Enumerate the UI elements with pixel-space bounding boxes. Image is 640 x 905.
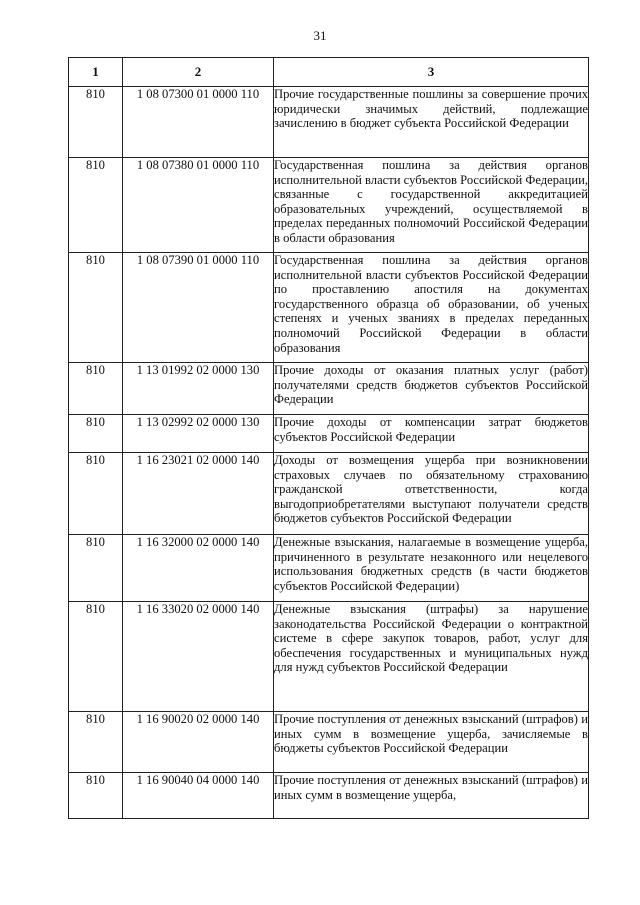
page-number: 31 (313, 28, 327, 43)
admin-code-cell: 810 (69, 363, 123, 415)
admin-code-cell: 810 (69, 602, 123, 712)
revenue-code-cell: 1 13 02992 02 0000 130 (123, 415, 274, 453)
admin-code-cell: 810 (69, 253, 123, 363)
revenue-description-cell: Доходы от возмещения ущерба при возникновении страховых случаев по обязательному страхованию гражданской ответственности, когда выгодоприобретателями выступают получатели средств бюджетов субъектов Российской Федерации (274, 453, 589, 535)
revenue-description-cell: Прочие поступления от денежных взысканий (штрафов) и иных сумм в возмещение ущерба, зачисляемые в бюджеты субъектов Российской Федерации (274, 712, 589, 773)
admin-code-cell: 810 (69, 773, 123, 819)
table-row (69, 712, 589, 773)
revenue-description-cell: Прочие государственные пошлины за совершение прочих юридически значимых действий, подлежащие зачислению в бюджет субъекта Российской Федерации (274, 87, 589, 158)
table-row (69, 158, 589, 253)
revenue-codes-table (68, 57, 589, 819)
admin-code-cell: 810 (69, 712, 123, 773)
revenue-description-cell: Государственная пошлина за действия органов исполнительной власти субъектов Российской Федерации по проставлению апостиля на документах государственного образца об образовании, об ученых степенях и ученых званиях в пределах переданных полномочий Российской Федерации в области образования (274, 253, 589, 363)
admin-code-cell: 810 (69, 87, 123, 158)
table-header-row (69, 58, 589, 87)
table-row (69, 253, 589, 363)
table-row (69, 453, 589, 535)
revenue-code-cell: 1 08 07390 01 0000 110 (123, 253, 274, 363)
revenue-code-cell: 1 16 23021 02 0000 140 (123, 453, 274, 535)
table-row (69, 773, 589, 819)
revenue-code-cell: 1 08 07380 01 0000 110 (123, 158, 274, 253)
admin-code-cell: 810 (69, 535, 123, 602)
admin-code-cell: 810 (69, 158, 123, 253)
table-row (69, 602, 589, 712)
table-row (69, 535, 589, 602)
revenue-description-cell: Прочие поступления от денежных взысканий (штрафов) и иных сумм в возмещение ущерба, (274, 773, 589, 819)
revenue-code-cell: 1 08 07300 01 0000 110 (123, 87, 274, 158)
revenue-description-cell: Денежные взыскания (штрафы) за нарушение законодательства Российской Федерации о контрактной системе в сфере закупок товаров, работ, услуг для обеспечения государственных и муниципальных нужд для нужд субъектов Российской Федерации (274, 602, 589, 712)
column-header-2: 2 (123, 58, 274, 87)
revenue-description-cell: Прочие доходы от компенсации затрат бюджетов субъектов Российской Федерации (274, 415, 589, 453)
revenue-code-cell: 1 16 32000 02 0000 140 (123, 535, 274, 602)
table-row (69, 363, 589, 415)
revenue-code-cell: 1 16 90020 02 0000 140 (123, 712, 274, 773)
admin-code-cell: 810 (69, 415, 123, 453)
table-row (69, 415, 589, 453)
table-row (69, 87, 589, 158)
revenue-code-cell: 1 16 90040 04 0000 140 (123, 773, 274, 819)
column-header-3: 3 (274, 58, 589, 87)
revenue-description-cell: Денежные взыскания, налагаемые в возмещение ущерба, причиненного в результате незаконного или нецелевого использования бюджетных средств (в части бюджетов субъектов Российской Федерации) (274, 535, 589, 602)
column-header-1: 1 (69, 58, 123, 87)
revenue-code-cell: 1 13 01992 02 0000 130 (123, 363, 274, 415)
revenue-description-cell: Государственная пошлина за действия органов исполнительной власти субъектов Российской Федерации, связанные с государственной аккредитацией образовательных учреждений, осуществляемой в пределах переданных полномочий Российской Федерации в области образования (274, 158, 589, 253)
revenue-code-cell: 1 16 33020 02 0000 140 (123, 602, 274, 712)
admin-code-cell: 810 (69, 453, 123, 535)
revenue-description-cell: Прочие доходы от оказания платных услуг (работ) получателями средств бюджетов субъектов Российской Федерации (274, 363, 589, 415)
